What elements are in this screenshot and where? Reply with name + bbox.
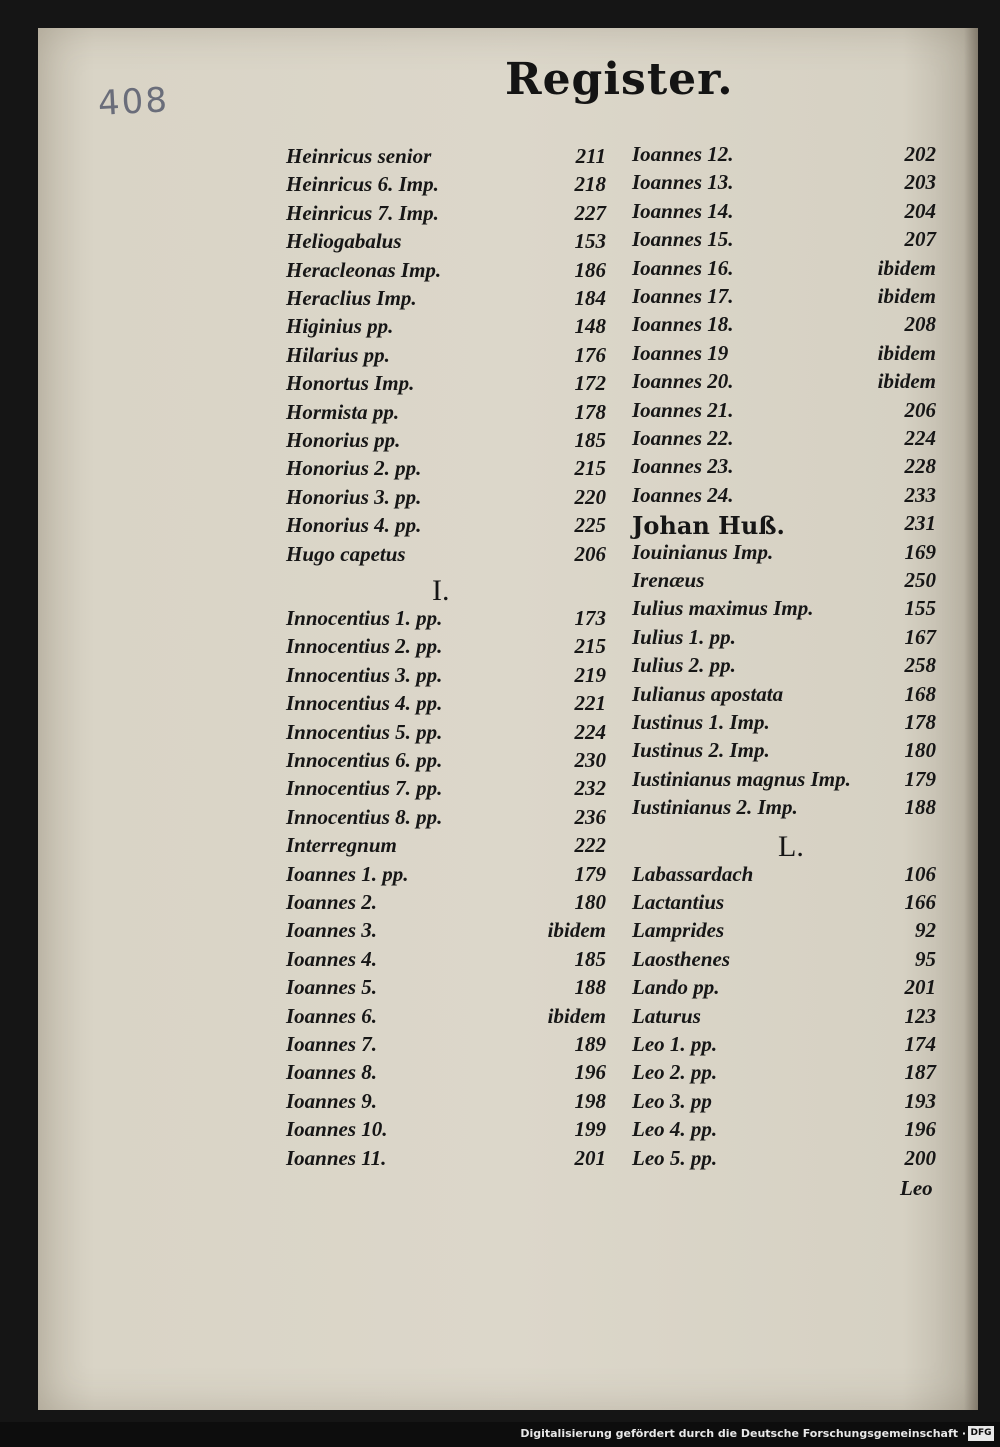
entry-page-number: 199 <box>574 1117 606 1142</box>
entry-name: Ioannes 7. <box>286 1032 378 1056</box>
index-entry <box>632 653 936 681</box>
index-entry <box>286 513 606 541</box>
index-entry <box>286 634 606 662</box>
entry-page-number: 233 <box>904 482 936 507</box>
entry-page-number: 250 <box>904 568 936 592</box>
index-entry <box>632 1004 936 1032</box>
entry-page-number: 211 <box>575 144 606 168</box>
entry-page-number: ibidem <box>877 284 936 308</box>
index-entry <box>286 314 606 342</box>
entry-page-number: 185 <box>574 428 606 452</box>
index-entry <box>632 256 936 284</box>
index-entry <box>286 1117 606 1145</box>
entry-name: Laturus <box>632 1003 701 1028</box>
entry-name: Ioannes 4. <box>286 946 378 971</box>
catchword: Leo <box>900 1176 933 1200</box>
index-entry <box>632 511 936 539</box>
index-entry <box>632 625 936 653</box>
entry-page-number: 218 <box>574 172 606 197</box>
index-entry <box>632 862 936 890</box>
entry-page-number: 222 <box>574 833 606 858</box>
entry-page-number: 224 <box>904 426 936 450</box>
index-entry <box>632 284 936 312</box>
entry-name: Ioannes 18. <box>632 312 734 337</box>
index-entry <box>632 341 936 369</box>
index-entry <box>632 767 936 795</box>
entry-name: Leo 4. pp. <box>632 1117 718 1142</box>
index-entry <box>632 1032 936 1060</box>
entry-page-number: ibidem <box>547 1003 606 1028</box>
entry-page-number: 201 <box>574 1145 606 1170</box>
entry-name: Ioannes 11. <box>286 1145 387 1170</box>
entry-page-number: 187 <box>904 1060 936 1085</box>
entry-page-number: 185 <box>574 946 606 971</box>
entry-page-number: ibidem <box>877 340 936 365</box>
entry-page-number: 232 <box>574 776 606 801</box>
section-letter: L. <box>778 829 804 863</box>
entry-page-number: 206 <box>574 541 606 566</box>
entry-name: Hilarius pp. <box>286 342 390 367</box>
entry-page-number: 204 <box>904 198 936 223</box>
entry-name: Lamprides <box>632 918 725 943</box>
index-entry <box>286 862 606 890</box>
index-entry <box>286 542 606 570</box>
entry-page-number: 186 <box>574 257 606 282</box>
entry-name: Innocentius 2. pp. <box>286 634 443 659</box>
entry-page-number: 173 <box>574 606 606 630</box>
entry-name: Ioannes 5. <box>286 975 378 1000</box>
entry-name: Innocentius 5. pp. <box>286 719 443 744</box>
page-edge-shadow <box>964 28 978 1410</box>
entry-name: Ioannes 15. <box>632 227 734 252</box>
entry-name: Ioannes 20. <box>632 369 734 394</box>
entry-name: Leo 5. pp. <box>632 1145 718 1170</box>
entry-page-number: 228 <box>904 454 936 479</box>
entry-name: Hormista pp. <box>286 399 400 424</box>
entry-name: Ioannes 12. <box>632 142 734 166</box>
entry-page-number: 193 <box>904 1088 936 1113</box>
entry-name: Leo 1. pp. <box>632 1032 718 1056</box>
index-entry <box>632 1060 936 1088</box>
index-entry <box>632 947 936 975</box>
entry-page-number: 172 <box>574 371 606 396</box>
entry-page-number: 167 <box>904 624 936 649</box>
entry-name: Leo 3. pp <box>632 1088 712 1113</box>
entry-name: Johan Huß. <box>632 511 785 541</box>
entry-page-number: 196 <box>574 1060 606 1085</box>
index-entry <box>632 975 936 1003</box>
entry-page-number: 215 <box>574 634 606 659</box>
index-entry <box>632 918 936 946</box>
index-entry <box>632 170 936 198</box>
entry-name: Ioannes 21. <box>632 397 734 422</box>
index-entry <box>632 596 936 624</box>
entry-page-number: 220 <box>574 484 606 509</box>
index-entry <box>286 400 606 428</box>
entry-name: Iustinianus magnus Imp. <box>632 766 851 791</box>
entry-name: Honorius 4. pp. <box>286 513 422 538</box>
index-entry <box>632 568 936 596</box>
entry-name: Heinricus senior <box>286 144 432 168</box>
entry-name: Ioannes 22. <box>632 426 734 450</box>
entry-name: Innocentius 7. pp. <box>286 776 443 801</box>
index-entry <box>632 795 936 823</box>
index-entry <box>286 947 606 975</box>
entry-name: Ioannes 24. <box>632 482 734 507</box>
entry-name: Ioannes 16. <box>632 255 734 280</box>
index-entry <box>632 682 936 710</box>
entry-name: Leo 2. pp. <box>632 1060 718 1085</box>
index-entry <box>632 398 936 426</box>
entry-page-number: 196 <box>904 1117 936 1142</box>
index-entry <box>632 1089 936 1117</box>
entry-page-number: 169 <box>904 539 936 564</box>
entry-page-number: ibidem <box>547 918 606 943</box>
index-entry <box>286 1146 606 1174</box>
entry-page-number: 188 <box>574 975 606 1000</box>
index-entry <box>286 748 606 776</box>
entry-page-number: 148 <box>574 314 606 339</box>
index-entry <box>632 199 936 227</box>
index-entry <box>632 312 936 340</box>
entry-name: Honorius 3. pp. <box>286 484 422 509</box>
index-entry <box>286 456 606 484</box>
index-entry <box>286 890 606 918</box>
entry-name: Laosthenes <box>632 946 731 971</box>
entry-name: Innocentius 1. pp. <box>286 606 443 630</box>
entry-name: Ioannes 10. <box>286 1117 388 1142</box>
entry-name: Ioannes 9. <box>286 1088 378 1113</box>
entry-name: Innocentius 4. pp. <box>286 691 443 716</box>
entry-name: Iustinus 2. Imp. <box>632 738 770 763</box>
entry-name: Hugo capetus <box>286 541 406 566</box>
entry-name: Higinius pp. <box>286 314 394 339</box>
entry-name: Heracleonas Imp. <box>286 257 442 282</box>
entry-name: Ioannes 17. <box>632 284 734 308</box>
index-entry <box>632 426 936 454</box>
entry-page-number: 201 <box>904 975 936 1000</box>
index-entry <box>632 369 936 397</box>
entry-page-number: 176 <box>574 342 606 367</box>
entry-page-number: 180 <box>574 890 606 914</box>
entry-page-number: 200 <box>904 1145 936 1170</box>
entry-page-number: 236 <box>574 804 606 829</box>
entry-name: Heinricus 7. Imp. <box>286 200 439 225</box>
index-entry <box>286 201 606 229</box>
entry-page-number: 92 <box>915 918 936 943</box>
index-entry <box>286 975 606 1003</box>
index-entry <box>286 286 606 314</box>
index-entry <box>632 227 936 255</box>
entry-name: Innocentius 8. pp. <box>286 804 443 829</box>
entry-name: Ioannes 14. <box>632 198 734 223</box>
entry-page-number: ibidem <box>877 369 936 394</box>
entry-page-number: ibidem <box>877 255 936 280</box>
section-letter: I. <box>432 574 450 607</box>
index-entry <box>286 805 606 833</box>
index-entry <box>286 229 606 257</box>
entry-name: Iulius maximus Imp. <box>632 596 814 621</box>
entry-page-number: 184 <box>574 286 606 310</box>
entry-page-number: 203 <box>904 170 936 195</box>
entry-name: Heraclius Imp. <box>286 286 417 310</box>
index-entry <box>286 485 606 513</box>
entry-name: Iulius 1. pp. <box>632 624 736 649</box>
index-entry <box>632 540 936 568</box>
entry-name: Lando pp. <box>632 975 720 1000</box>
entry-page-number: 178 <box>904 710 936 734</box>
entry-name: Iulius 2. pp. <box>632 653 736 678</box>
entry-page-number: 215 <box>574 456 606 481</box>
entry-name: Ioannes 1. pp. <box>286 861 409 886</box>
entry-page-number: 180 <box>904 738 936 763</box>
index-entry <box>632 738 936 766</box>
dfg-logo-icon: DFG <box>968 1426 994 1441</box>
index-entry <box>286 1060 606 1088</box>
entry-name: Irenæus <box>632 568 705 592</box>
handwritten-folio-number: 408 <box>97 80 170 124</box>
index-entry <box>286 1032 606 1060</box>
entry-name: Ioannes 23. <box>632 454 734 479</box>
entry-page-number: 258 <box>904 653 936 678</box>
entry-name: Ioannes 3. <box>286 918 378 943</box>
entry-page-number: 179 <box>904 766 936 791</box>
entry-name: Iustinus 1. Imp. <box>632 710 770 734</box>
entry-page-number: 155 <box>904 596 936 621</box>
entry-page-number: 168 <box>904 681 936 706</box>
entry-name: Honorius 2. pp. <box>286 456 422 481</box>
index-entry <box>632 1146 936 1174</box>
entry-page-number: 221 <box>574 691 606 716</box>
index-entry <box>286 371 606 399</box>
entry-page-number: 207 <box>904 227 936 252</box>
entry-page-number: 227 <box>574 200 606 225</box>
entry-page-number: 224 <box>574 719 606 744</box>
entry-page-number: 189 <box>574 1032 606 1056</box>
index-entry <box>632 483 936 511</box>
entry-name: Innocentius 3. pp. <box>286 662 443 687</box>
entry-name: Heliogabalus <box>286 229 402 254</box>
entry-page-number: 231 <box>904 511 936 536</box>
entry-page-number: 208 <box>904 312 936 337</box>
entry-name: Labassardach <box>632 861 754 886</box>
entry-name: Iulianus apostata <box>632 681 784 706</box>
footer-bar <box>0 1422 1000 1447</box>
entry-name: Ioannes 8. <box>286 1060 378 1085</box>
entry-page-number: 123 <box>904 1003 936 1028</box>
index-entry <box>632 890 936 918</box>
index-entry <box>286 691 606 719</box>
index-entry <box>286 918 606 946</box>
entry-page-number: 219 <box>574 662 606 687</box>
index-entry <box>286 776 606 804</box>
entry-page-number: 166 <box>904 890 936 914</box>
entry-name: Ioannes 19 <box>632 340 729 365</box>
index-entry <box>632 1117 936 1145</box>
index-entry <box>286 1004 606 1032</box>
entry-page-number: 153 <box>574 229 606 254</box>
entry-page-number: 202 <box>904 142 936 166</box>
entry-name: Iustinianus 2. Imp. <box>632 795 798 820</box>
index-entry <box>632 454 936 482</box>
index-entry <box>286 720 606 748</box>
entry-name: Ioannes 6. <box>286 1003 378 1028</box>
entry-name: Heinricus 6. Imp. <box>286 172 439 197</box>
index-entry <box>286 343 606 371</box>
entry-page-number: 188 <box>904 795 936 820</box>
entry-page-number: 206 <box>904 397 936 422</box>
entry-name: Honorius pp. <box>286 428 401 452</box>
entry-page-number: 230 <box>574 748 606 772</box>
entry-page-number: 106 <box>904 861 936 886</box>
index-entry <box>632 142 936 170</box>
index-entry <box>286 833 606 861</box>
entry-page-number: 198 <box>574 1088 606 1113</box>
index-entry <box>286 172 606 200</box>
entry-name: Honortus Imp. <box>286 371 415 396</box>
entry-page-number: 174 <box>904 1032 936 1056</box>
entry-name: Innocentius 6. pp. <box>286 748 443 772</box>
entry-name: Iouinianus Imp. <box>632 539 774 564</box>
entry-page-number: 178 <box>574 399 606 424</box>
index-entry <box>286 1089 606 1117</box>
entry-page-number: 95 <box>915 946 936 971</box>
index-entry <box>632 710 936 738</box>
index-entry <box>286 606 606 634</box>
funding-notice: Digitalisierung gefördert durch die Deutsche Forschungsgemeinschaft · <box>520 1427 966 1440</box>
entry-name: Ioannes 2. <box>286 890 378 914</box>
entry-name: Lactantius <box>632 890 725 914</box>
index-entry <box>286 144 606 172</box>
index-entry <box>286 428 606 456</box>
page-header: Register. <box>505 54 734 105</box>
entry-page-number: 179 <box>574 861 606 886</box>
index-entry <box>286 663 606 691</box>
entry-name: Interregnum <box>286 833 397 858</box>
entry-page-number: 225 <box>574 513 606 538</box>
entry-name: Ioannes 13. <box>632 170 734 195</box>
index-entry <box>286 258 606 286</box>
